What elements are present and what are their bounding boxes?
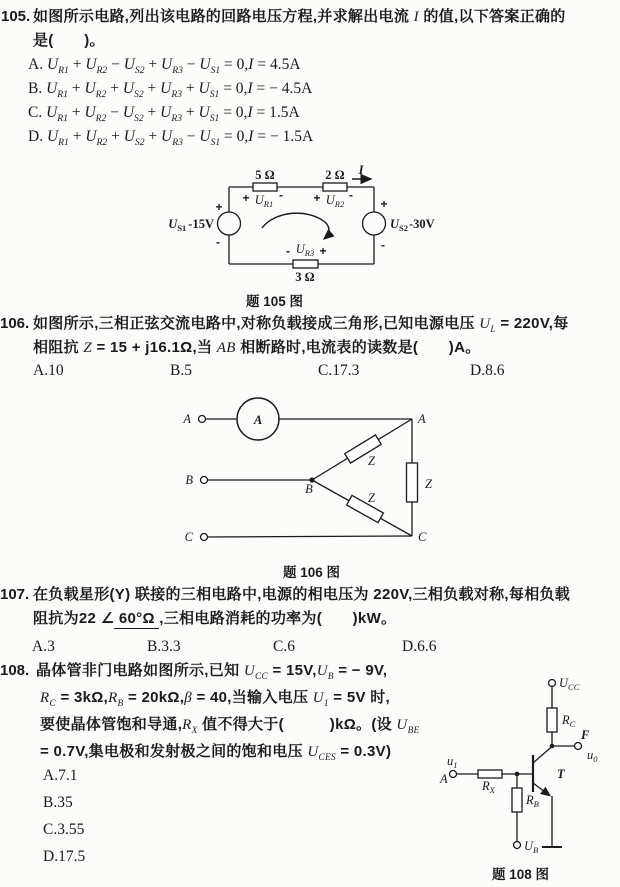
resistor-5ohm-value: 5 Ω — [255, 168, 275, 182]
question-106-option-d: D.8.6 — [470, 362, 505, 379]
base-node-dot — [515, 772, 520, 777]
question-106-option-c: C.17.3 — [318, 362, 360, 379]
us1-label: $U_{S1}$ -15V — [168, 217, 214, 233]
rb-label: $R_B$ — [526, 793, 539, 809]
question-106-option-a: A.10 — [33, 362, 64, 379]
question-107-number: 107. — [0, 586, 30, 603]
resistor-boxes — [478, 708, 557, 812]
ub-terminal — [514, 842, 521, 849]
impedance-ba-label: Z — [368, 454, 375, 468]
node-b-label: B — [305, 482, 313, 496]
ucc-terminal — [549, 680, 556, 687]
rc-label: $R_C$ — [562, 713, 576, 729]
us2-plus-sign: + — [380, 197, 388, 211]
t-label: T — [557, 767, 565, 781]
question-105-option-b: B. $U_{R1} + U_{R2} + U_{S2} + U_{R3} + U_{S1} = 0,I$ = − 4.5A — [28, 80, 313, 101]
input-terminal-a — [450, 771, 457, 778]
collector-node-dot — [550, 744, 555, 749]
voltage-source-us2 — [363, 212, 386, 235]
ur3-plus-sign: + — [319, 244, 327, 258]
ur1-minus-sign: - — [279, 188, 283, 202]
question-105-option-a: A. $U_{R1} + U_{R2} - U_{S2} + U_{R3} - U_{S1} = 0,I = 4.5A$ — [28, 56, 301, 77]
question-108-stem-line4: = 0.7V,集电极和发射极之间的饱和电压 $U_{CES} = 0.3V$) — [40, 743, 392, 763]
question-107-option-b: B.3.3 — [147, 638, 181, 655]
question-108-option-c: C.3.55 — [43, 821, 85, 838]
terminal-b — [201, 477, 208, 484]
resistor-rx — [478, 770, 502, 778]
impedance-bc-label: Z — [368, 491, 375, 505]
question-108-stem-line2: $R_C = 3k\Omega,R_B = 20k\Omega,\beta = 40$,当输入电压 $U_1 = 5V$ 时, — [40, 689, 391, 709]
question-107-option-d: D.6.6 — [402, 638, 437, 655]
resistor-5ohm — [253, 183, 277, 191]
a-label: A — [440, 772, 448, 786]
f-label: F — [581, 728, 590, 742]
impedance-bc — [347, 495, 384, 522]
figure-108-circuit — [420, 655, 620, 860]
ur2-minus-sign: - — [349, 188, 353, 202]
ucc-label: $U_{CC}$ — [559, 676, 580, 692]
terminal-c — [201, 534, 208, 541]
question-108-option-b: B.35 — [43, 794, 73, 811]
transistor-T — [533, 747, 552, 796]
ur3-label: $U_{R3}$ — [295, 242, 315, 258]
question-107-stem-line1: 在负载星形(Y) 联接的三相电路中,电源的相电压为 220V,三相负载对称,每相负载 — [33, 586, 571, 603]
question-105-stem-line1: 如图所示电路,列出该电路的回路电压方程,并求解出电流 I 的值,以下答案正确的 — [33, 8, 566, 25]
us1-minus-sign: - — [216, 235, 220, 249]
question-108-number: 108. — [0, 662, 30, 679]
figure-105-circuit — [150, 150, 480, 290]
us2-label: $U_{S2}-30V$ — [390, 217, 435, 233]
impedance-ba — [345, 435, 381, 463]
us2-minus-sign: - — [381, 238, 385, 252]
resistor-rb — [512, 788, 522, 812]
loop-direction-arrow — [262, 213, 329, 239]
question-106-stem-line2: 相阻抗 Z = 15 + j16.1Ω,当 AB 相断路时,电流表的读数是( )A。 — [33, 339, 481, 356]
question-107-option-a: A.3 — [32, 638, 55, 655]
ur2-label: $U_{R2}$ — [325, 193, 345, 209]
question-108-stem-line3: 要使晶体管饱和导通$,R_X$ 值不得大于( )kΩ。(设 $U_{BE}$ — [40, 716, 420, 736]
ub-label: $U_B$ — [524, 839, 539, 855]
ur1-plus-sign: + — [242, 191, 250, 205]
current-label: I — [358, 163, 364, 177]
question-107-stem-line2: 阻抗为22 ∠ 60°Ω ,三相电路消耗的功率为( )kW。 — [33, 610, 397, 627]
question-108-option-a: A.7.1 — [43, 767, 78, 784]
question-106-stem-line1: 如图所示,三相正弦交流电路中,对称负载接成三角形,已知电源电压 $U_L = 220V$,每 — [33, 315, 569, 335]
output-terminal-f — [575, 743, 582, 750]
question-107-option-c: C.6 — [273, 638, 295, 655]
ur1-label: $U_{R1}$ — [254, 193, 274, 209]
ur3-minus-sign: - — [286, 244, 290, 258]
terminal-a — [199, 416, 206, 423]
ur2-plus-sign: + — [313, 191, 321, 205]
question-106-option-b: B.5 — [170, 362, 192, 379]
figure-106-caption: 题 106 图 — [283, 565, 341, 580]
impedance-ac — [407, 463, 418, 502]
question-105-stem-line2: 是( )。 — [33, 32, 105, 49]
u0-label: $u_0$ — [587, 748, 598, 764]
figure-105-caption: 题 105 图 — [246, 294, 304, 309]
resistor-3ohm-value: 3 Ω — [295, 270, 315, 284]
impedance-ac-label: Z — [425, 477, 432, 491]
impedance-boxes — [345, 435, 418, 523]
resistor-2ohm-value: 2 Ω — [325, 168, 345, 182]
circuit-wires — [450, 680, 582, 849]
u1-label: $u_1$ — [447, 754, 458, 770]
us1-plus-sign: + — [215, 200, 223, 214]
question-108-stem-line1: 晶体管非门电路如图所示,已知 $U_{CC} = 15V,U_B$ = − 9V, — [36, 662, 388, 682]
terminal-a-label: A — [183, 412, 191, 426]
question-108-option-d: D.17.5 — [43, 848, 86, 865]
resistor-2ohm — [323, 183, 347, 191]
resistor-rc — [547, 708, 557, 732]
node-c-label: C — [418, 530, 427, 544]
terminal-c-label: C — [184, 530, 193, 544]
question-105-option-d: D. $U_{R1} + U_{R2} + U_{S2} + U_{R3} - U_{S1} = 0,I$ = − 1.5A — [28, 128, 314, 149]
question-106-number: 106. — [0, 315, 30, 332]
rx-label: $R_X$ — [482, 779, 495, 795]
terminal-b-label: B — [185, 473, 193, 487]
figure-106-circuit — [130, 390, 490, 555]
ammeter-label: A — [253, 413, 263, 427]
node-a-label: A — [418, 412, 426, 426]
question-105-option-c: C. $U_{R1} + U_{R2} - U_{S2} + U_{R3} + U_{S1} = 0,I = 1.5A$ — [28, 104, 300, 125]
figure-108-caption: 题 108 图 — [492, 867, 550, 882]
resistor-3ohm — [293, 260, 318, 268]
question-105-number: 105. — [1, 8, 31, 25]
voltage-source-us1 — [218, 212, 241, 235]
